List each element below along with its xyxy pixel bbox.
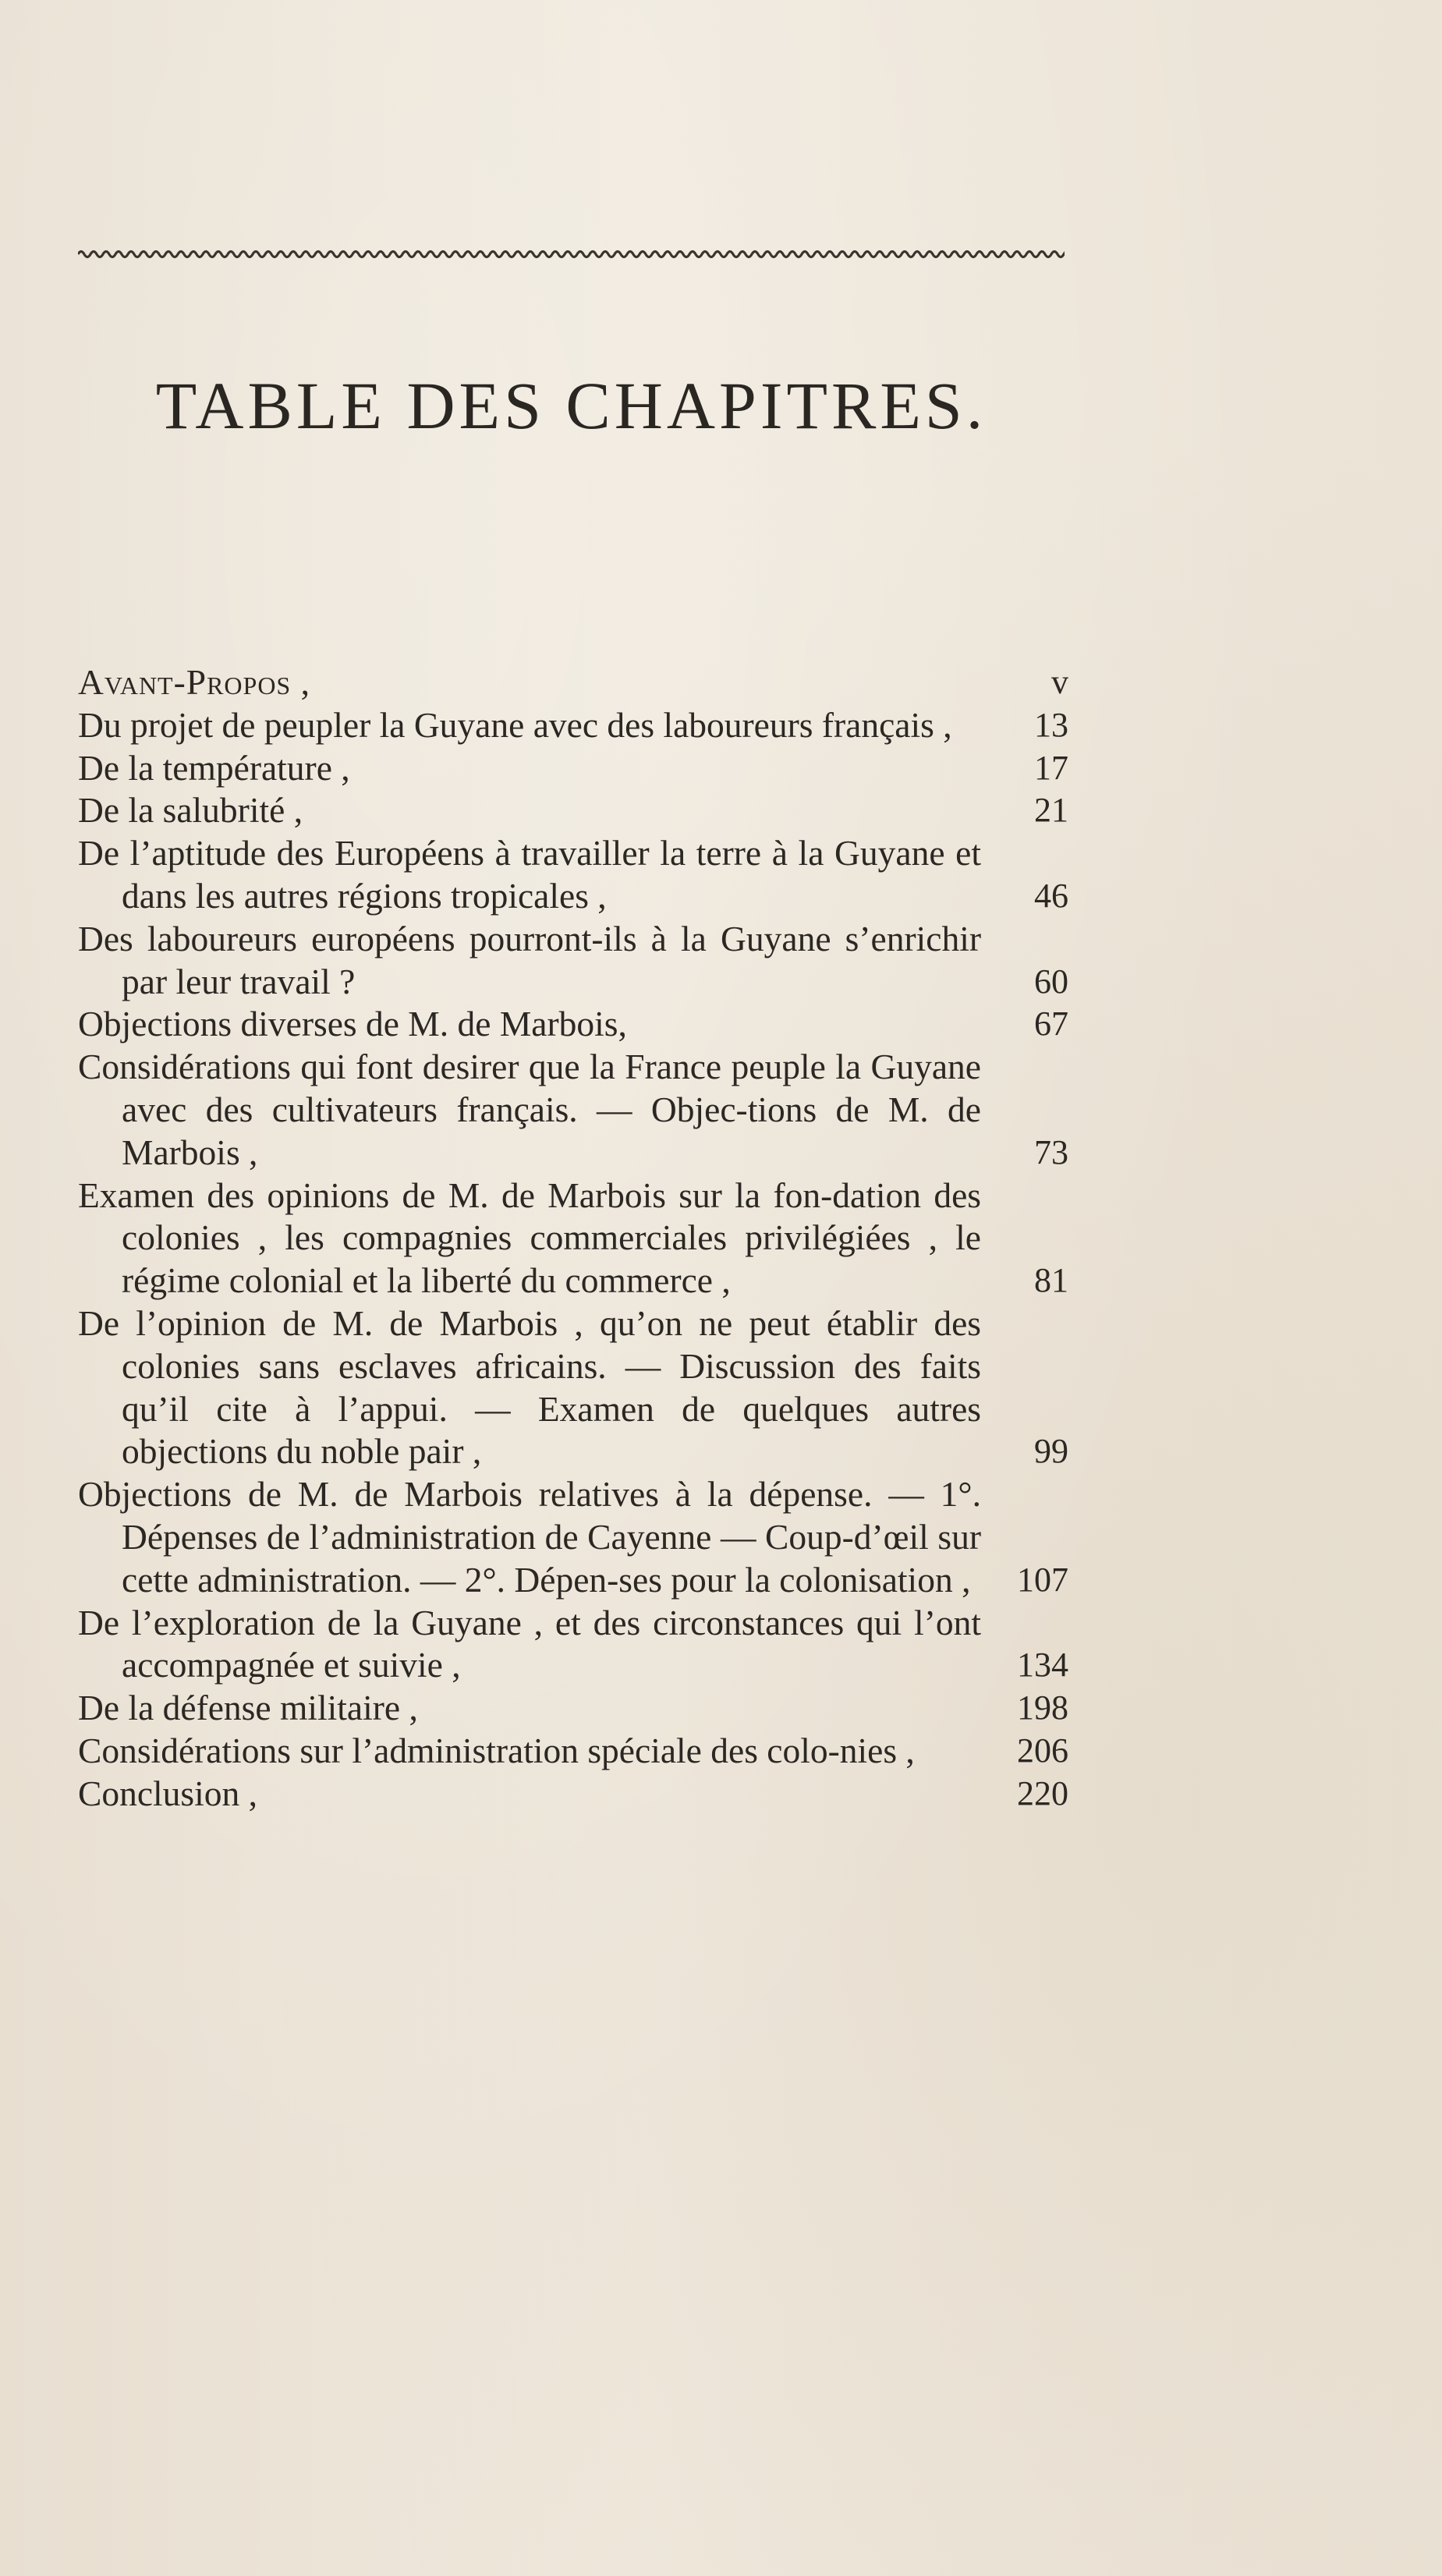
toc-entry [78, 1302, 1068, 1473]
toc-entry [78, 1046, 1068, 1174]
toc-entry [78, 789, 1068, 832]
toc-entry-title: De la défense militaire , [78, 1688, 418, 1728]
toc-entry-page: 107 [1017, 1560, 1068, 1599]
decorative-rule [78, 248, 1065, 260]
toc-entry-title: Objections de M. de Marbois relatives à la dépense. — 1°. Dépenses de l’administration de Cayenne — Coup-d’œil sur cette administration. — 2°. Dépen-ses pour la colonisation , [78, 1474, 981, 1600]
toc-entry-page: 17 [1034, 748, 1068, 787]
toc-entry-title: Objections diverses de M. de Marbois, [78, 1004, 627, 1044]
toc-entry-title: Du projet de peupler la Guyane avec des laboureurs français , [78, 704, 952, 745]
toc-entry-page: v [1051, 663, 1068, 701]
toc-entry-title: Considérations qui font desirer que la France peuple la Guyane avec des cultivateurs français. — Objec-tions de M. de Marbois , [78, 1047, 981, 1172]
toc-entry-page: 220 [1017, 1773, 1068, 1812]
toc-entry [78, 1175, 1068, 1302]
toc-entry-title: De l’opinion de M. de Marbois , qu’on ne peut établir des colonies sans esclaves africains. — Discussion des faits qu’il cite à l’appui. — Examen de quelques autres objections du noble pair , [78, 1302, 981, 1472]
toc-entry-page: 13 [1034, 705, 1068, 744]
table-of-contents [78, 661, 1068, 1816]
toc-entry-title: Examen des opinions de M. de Marbois sur la fon-dation des colonies , les compagnies commerciales privilégiées , le régime colonial et la liberté du commerce , [78, 1175, 981, 1301]
toc-entry-page: 60 [1034, 962, 1068, 1001]
toc-entry-page: 134 [1017, 1646, 1068, 1685]
toc-entry-page: 198 [1017, 1688, 1068, 1727]
toc-entry-title: Conclusion , [78, 1773, 258, 1813]
toc-entry-page: 21 [1034, 791, 1068, 830]
toc-entry-page: 206 [1017, 1731, 1068, 1770]
toc-entry [78, 1730, 1068, 1773]
toc-entry-page: 46 [1034, 876, 1068, 915]
toc-entry-page: 73 [1034, 1132, 1068, 1171]
toc-entry-title: De la salubrité , [78, 790, 303, 831]
toc-entry-title: Avant-Propos , [78, 662, 310, 702]
toc-entry [78, 1687, 1068, 1730]
toc-entry [78, 1473, 1068, 1601]
toc-entry-page: 67 [1034, 1005, 1068, 1044]
toc-entry [78, 918, 1068, 1004]
toc-entry [78, 661, 1068, 704]
toc-entry [78, 1602, 1068, 1688]
toc-entry-title: De l’exploration de la Guyane , et des circonstances qui l’ont accompagnée et suivie , [78, 1602, 981, 1685]
toc-entry-title: De la température , [78, 747, 350, 788]
toc-entry-page: 81 [1034, 1261, 1068, 1300]
toc-entry-title: Des laboureurs européens pourront-ils à la Guyane s’enrichir par leur travail ? [78, 918, 981, 1001]
toc-entry [78, 832, 1068, 918]
toc-entry-title: De l’aptitude des Européens à travailler la terre à la Guyane et dans les autres régions tropicales , [78, 833, 981, 916]
toc-entry-page: 99 [1034, 1432, 1068, 1471]
page-title: TABLE DES CHAPITRES. [155, 368, 987, 443]
toc-entry [78, 704, 1068, 747]
toc-entry-title: Considérations sur l’administration spéciale des colo-nies , [78, 1730, 915, 1770]
toc-entry [78, 747, 1068, 790]
toc-entry [78, 1003, 1068, 1046]
toc-entry [78, 1773, 1068, 1816]
